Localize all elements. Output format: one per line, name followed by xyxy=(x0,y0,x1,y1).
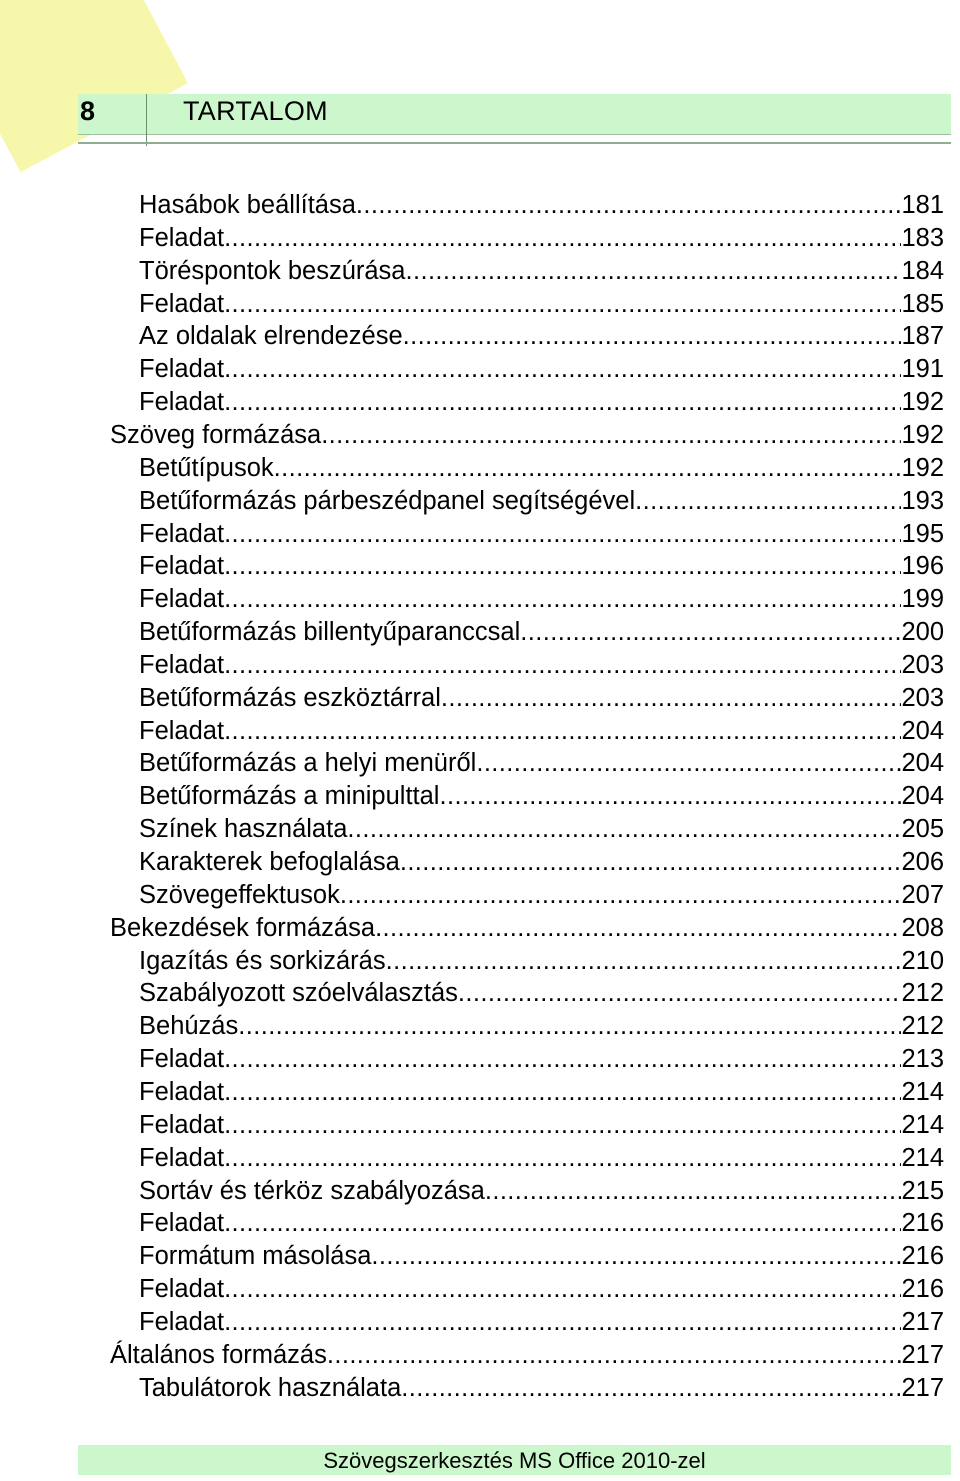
toc-dot-leader xyxy=(274,452,902,485)
toc-entry-page: 217 xyxy=(901,1373,944,1402)
toc-entry xyxy=(139,616,944,649)
toc-entry-page: 203 xyxy=(901,650,944,679)
header-page-number: 8 xyxy=(80,96,96,126)
toc-entry-title: Betűformázás billentyűparanccsal xyxy=(139,618,521,647)
toc-entry xyxy=(139,682,944,715)
toc-entry xyxy=(139,1372,944,1405)
toc-entry-title: Feladat xyxy=(139,552,225,581)
toc-entry-page: 185 xyxy=(901,289,944,318)
toc-dot-leader xyxy=(224,550,901,583)
toc-entry xyxy=(139,846,944,879)
toc-entry-page: 181 xyxy=(901,191,944,219)
toc-entry xyxy=(139,288,944,321)
toc-dot-leader xyxy=(635,485,901,518)
toc-entry-title: Igazítás és sorkizárás xyxy=(139,946,386,975)
toc-entry-title: Hasábok beállítása xyxy=(139,191,356,219)
toc-dot-leader xyxy=(238,1010,901,1043)
toc-entry-page: 216 xyxy=(901,1209,944,1238)
toc-dot-leader xyxy=(347,813,901,846)
toc-entry-page: 217 xyxy=(901,1340,944,1369)
toc-entry xyxy=(139,386,944,419)
toc-entry-title: Feladat xyxy=(139,289,225,318)
toc-dot-leader xyxy=(224,583,901,616)
toc-dot-leader xyxy=(224,649,901,682)
toc-entry-page: 204 xyxy=(901,782,944,811)
toc-entry-page: 193 xyxy=(901,486,944,515)
footer-text: Szövegszerkesztés MS Office 2010-zel xyxy=(323,1448,706,1473)
toc-dot-leader xyxy=(476,747,901,780)
toc-entry-title: Színek használata xyxy=(139,815,348,844)
toc-entry-title: Betűformázás a minipulttal xyxy=(139,782,440,811)
toc-dot-leader xyxy=(371,1240,901,1273)
toc-entry-title: Szöveg formázása xyxy=(110,420,322,449)
toc-entry xyxy=(139,320,944,353)
toc-entry-title: Feladat xyxy=(139,585,225,614)
toc-entry xyxy=(110,1339,944,1372)
toc-dot-leader xyxy=(224,1109,901,1142)
toc-entry xyxy=(139,747,944,780)
toc-entry xyxy=(139,452,944,485)
header-separator xyxy=(146,94,147,146)
toc-entry-title: Feladat xyxy=(139,1307,225,1336)
toc-entry-page: 214 xyxy=(901,1077,944,1106)
toc-dot-leader xyxy=(224,222,901,255)
toc-entry xyxy=(139,1175,944,1208)
toc-entry-page: 184 xyxy=(901,256,944,285)
page-footer xyxy=(78,1445,951,1475)
toc-entry xyxy=(139,945,944,978)
toc-entry-title: Feladat xyxy=(139,1110,225,1139)
corner-note-decoration xyxy=(0,0,188,172)
toc-entry-title: Karakterek befoglalása xyxy=(139,848,400,876)
toc-dot-leader xyxy=(340,879,902,912)
toc-entry xyxy=(139,1240,944,1273)
toc-dot-leader xyxy=(224,1306,901,1339)
toc-entry xyxy=(139,485,944,518)
toc-entry-title: Formátum másolása xyxy=(139,1242,372,1271)
chapter-header-bar xyxy=(78,94,951,135)
toc-entry-page: 213 xyxy=(901,1045,944,1074)
toc-entry-title: Feladat xyxy=(139,650,225,679)
toc-entry-title: Feladat xyxy=(139,355,225,384)
toc-entry-page: 215 xyxy=(901,1176,944,1205)
toc-entry-page: 200 xyxy=(901,618,944,647)
toc-entry xyxy=(139,1142,944,1175)
toc-dot-leader xyxy=(327,1339,902,1372)
toc-dot-leader xyxy=(224,715,901,748)
toc-entry xyxy=(139,518,944,551)
toc-dot-leader xyxy=(386,945,902,978)
toc-dot-leader xyxy=(441,682,902,715)
toc-entry xyxy=(139,649,944,682)
header-title: TARTALOM xyxy=(183,96,328,126)
toc-entry-page: 214 xyxy=(901,1143,944,1172)
toc-entry-page: 212 xyxy=(901,979,944,1008)
toc-entry xyxy=(139,583,944,616)
toc-dot-leader xyxy=(224,288,901,321)
toc-dot-leader xyxy=(375,912,901,945)
toc-dot-leader xyxy=(224,518,901,551)
toc-dot-leader xyxy=(224,1043,901,1076)
toc-entry xyxy=(139,715,944,748)
toc-entry-title: Sortáv és térköz szabályozása xyxy=(139,1176,485,1205)
toc-dot-leader xyxy=(224,1207,901,1240)
toc-entry xyxy=(139,1273,944,1306)
toc-entry xyxy=(139,550,944,583)
toc-entry-page: 216 xyxy=(901,1242,944,1271)
toc-entry-title: Feladat xyxy=(139,1209,225,1238)
toc-entry-title: Betűformázás a helyi menüről xyxy=(139,749,477,778)
toc-entry-page: 192 xyxy=(901,453,944,482)
toc-entry xyxy=(139,255,944,288)
toc-entry-title: Betűformázás eszköztárral xyxy=(139,683,441,712)
toc-dot-leader xyxy=(224,1076,901,1109)
toc-entry xyxy=(139,879,944,912)
toc-entry-title: Betűtípusok xyxy=(139,453,274,482)
toc-dot-leader xyxy=(401,1372,901,1405)
toc-dot-leader xyxy=(356,189,902,222)
toc-entry-title: Feladat xyxy=(139,1275,225,1304)
toc-entry xyxy=(139,977,944,1010)
toc-entry-page: 208 xyxy=(901,913,944,942)
toc-entry-title: Betűformázás párbeszédpanel segítségével xyxy=(139,486,636,515)
toc-entry-page: 187 xyxy=(901,322,944,351)
toc-entry xyxy=(139,813,944,846)
toc-dot-leader xyxy=(224,386,901,419)
toc-entry xyxy=(139,1306,944,1339)
toc-entry-page: 207 xyxy=(901,880,944,909)
toc-entry-title: Feladat xyxy=(139,716,225,745)
toc-entry-page: 204 xyxy=(901,716,944,745)
toc-dot-leader xyxy=(403,320,902,353)
toc-entry xyxy=(110,419,944,452)
toc-entry xyxy=(139,1043,944,1076)
toc-entry xyxy=(139,189,944,222)
toc-dot-leader xyxy=(321,419,901,452)
toc-entry-page: 214 xyxy=(901,1110,944,1139)
toc-entry-title: Bekezdések formázása xyxy=(110,913,376,942)
toc-entry xyxy=(139,1109,944,1142)
toc-entry-page: 217 xyxy=(901,1307,944,1336)
toc-entry-page: 210 xyxy=(901,946,944,975)
toc-entry-title: Szabályozott szóelválasztás xyxy=(139,979,458,1008)
toc-entry-title: Általános formázás xyxy=(110,1340,327,1369)
toc-entry-page: 203 xyxy=(901,683,944,712)
toc-entry-page: 216 xyxy=(901,1275,944,1304)
toc-entry-page: 212 xyxy=(901,1012,944,1041)
toc-entry-title: Az oldalak elrendezése xyxy=(139,322,403,351)
toc-entry-title: Feladat xyxy=(139,223,225,252)
toc-dot-leader xyxy=(400,846,902,879)
toc-entry xyxy=(139,353,944,386)
toc-entry-page: 191 xyxy=(901,355,944,384)
toc-dot-leader xyxy=(224,353,901,386)
toc-entry-title: Feladat xyxy=(139,388,225,417)
toc-dot-leader xyxy=(485,1175,902,1208)
toc-entry-title: Feladat xyxy=(139,1045,225,1074)
toc-entry-title: Feladat xyxy=(139,1143,225,1172)
toc-entry xyxy=(139,1010,944,1043)
toc-entry-page: 199 xyxy=(901,585,944,614)
toc-entry-title: Feladat xyxy=(139,1077,225,1106)
toc-entry-page: 204 xyxy=(901,749,944,778)
toc-entry-title: Feladat xyxy=(139,519,225,548)
toc-entry xyxy=(139,222,944,255)
toc-entry xyxy=(110,912,944,945)
toc-entry xyxy=(139,1076,944,1109)
toc-entry-page: 195 xyxy=(901,519,944,548)
toc-dot-leader xyxy=(224,1273,901,1306)
toc-dot-leader xyxy=(520,616,901,649)
toc-entry-page: 192 xyxy=(901,388,944,417)
toc-entry-page: 183 xyxy=(901,223,944,252)
toc-entry-page: 192 xyxy=(901,420,944,449)
toc-entry-title: Töréspontok beszúrása xyxy=(139,256,406,285)
toc-dot-leader xyxy=(224,1142,901,1175)
header-underline xyxy=(78,142,951,144)
toc-entry xyxy=(139,1207,944,1240)
toc-entry-title: Tabulátorok használata xyxy=(139,1373,402,1402)
toc-entry-title: Szövegeffektusok xyxy=(139,880,340,909)
toc-entry xyxy=(139,780,944,813)
toc-entry-page: 196 xyxy=(901,552,944,581)
toc-entry-title: Behúzás xyxy=(139,1012,239,1041)
toc-entry-page: 206 xyxy=(901,848,944,876)
toc-dot-leader xyxy=(405,255,901,288)
toc-dot-leader xyxy=(458,977,902,1010)
toc-entry-page: 205 xyxy=(901,815,944,844)
toc-dot-leader xyxy=(439,780,901,813)
